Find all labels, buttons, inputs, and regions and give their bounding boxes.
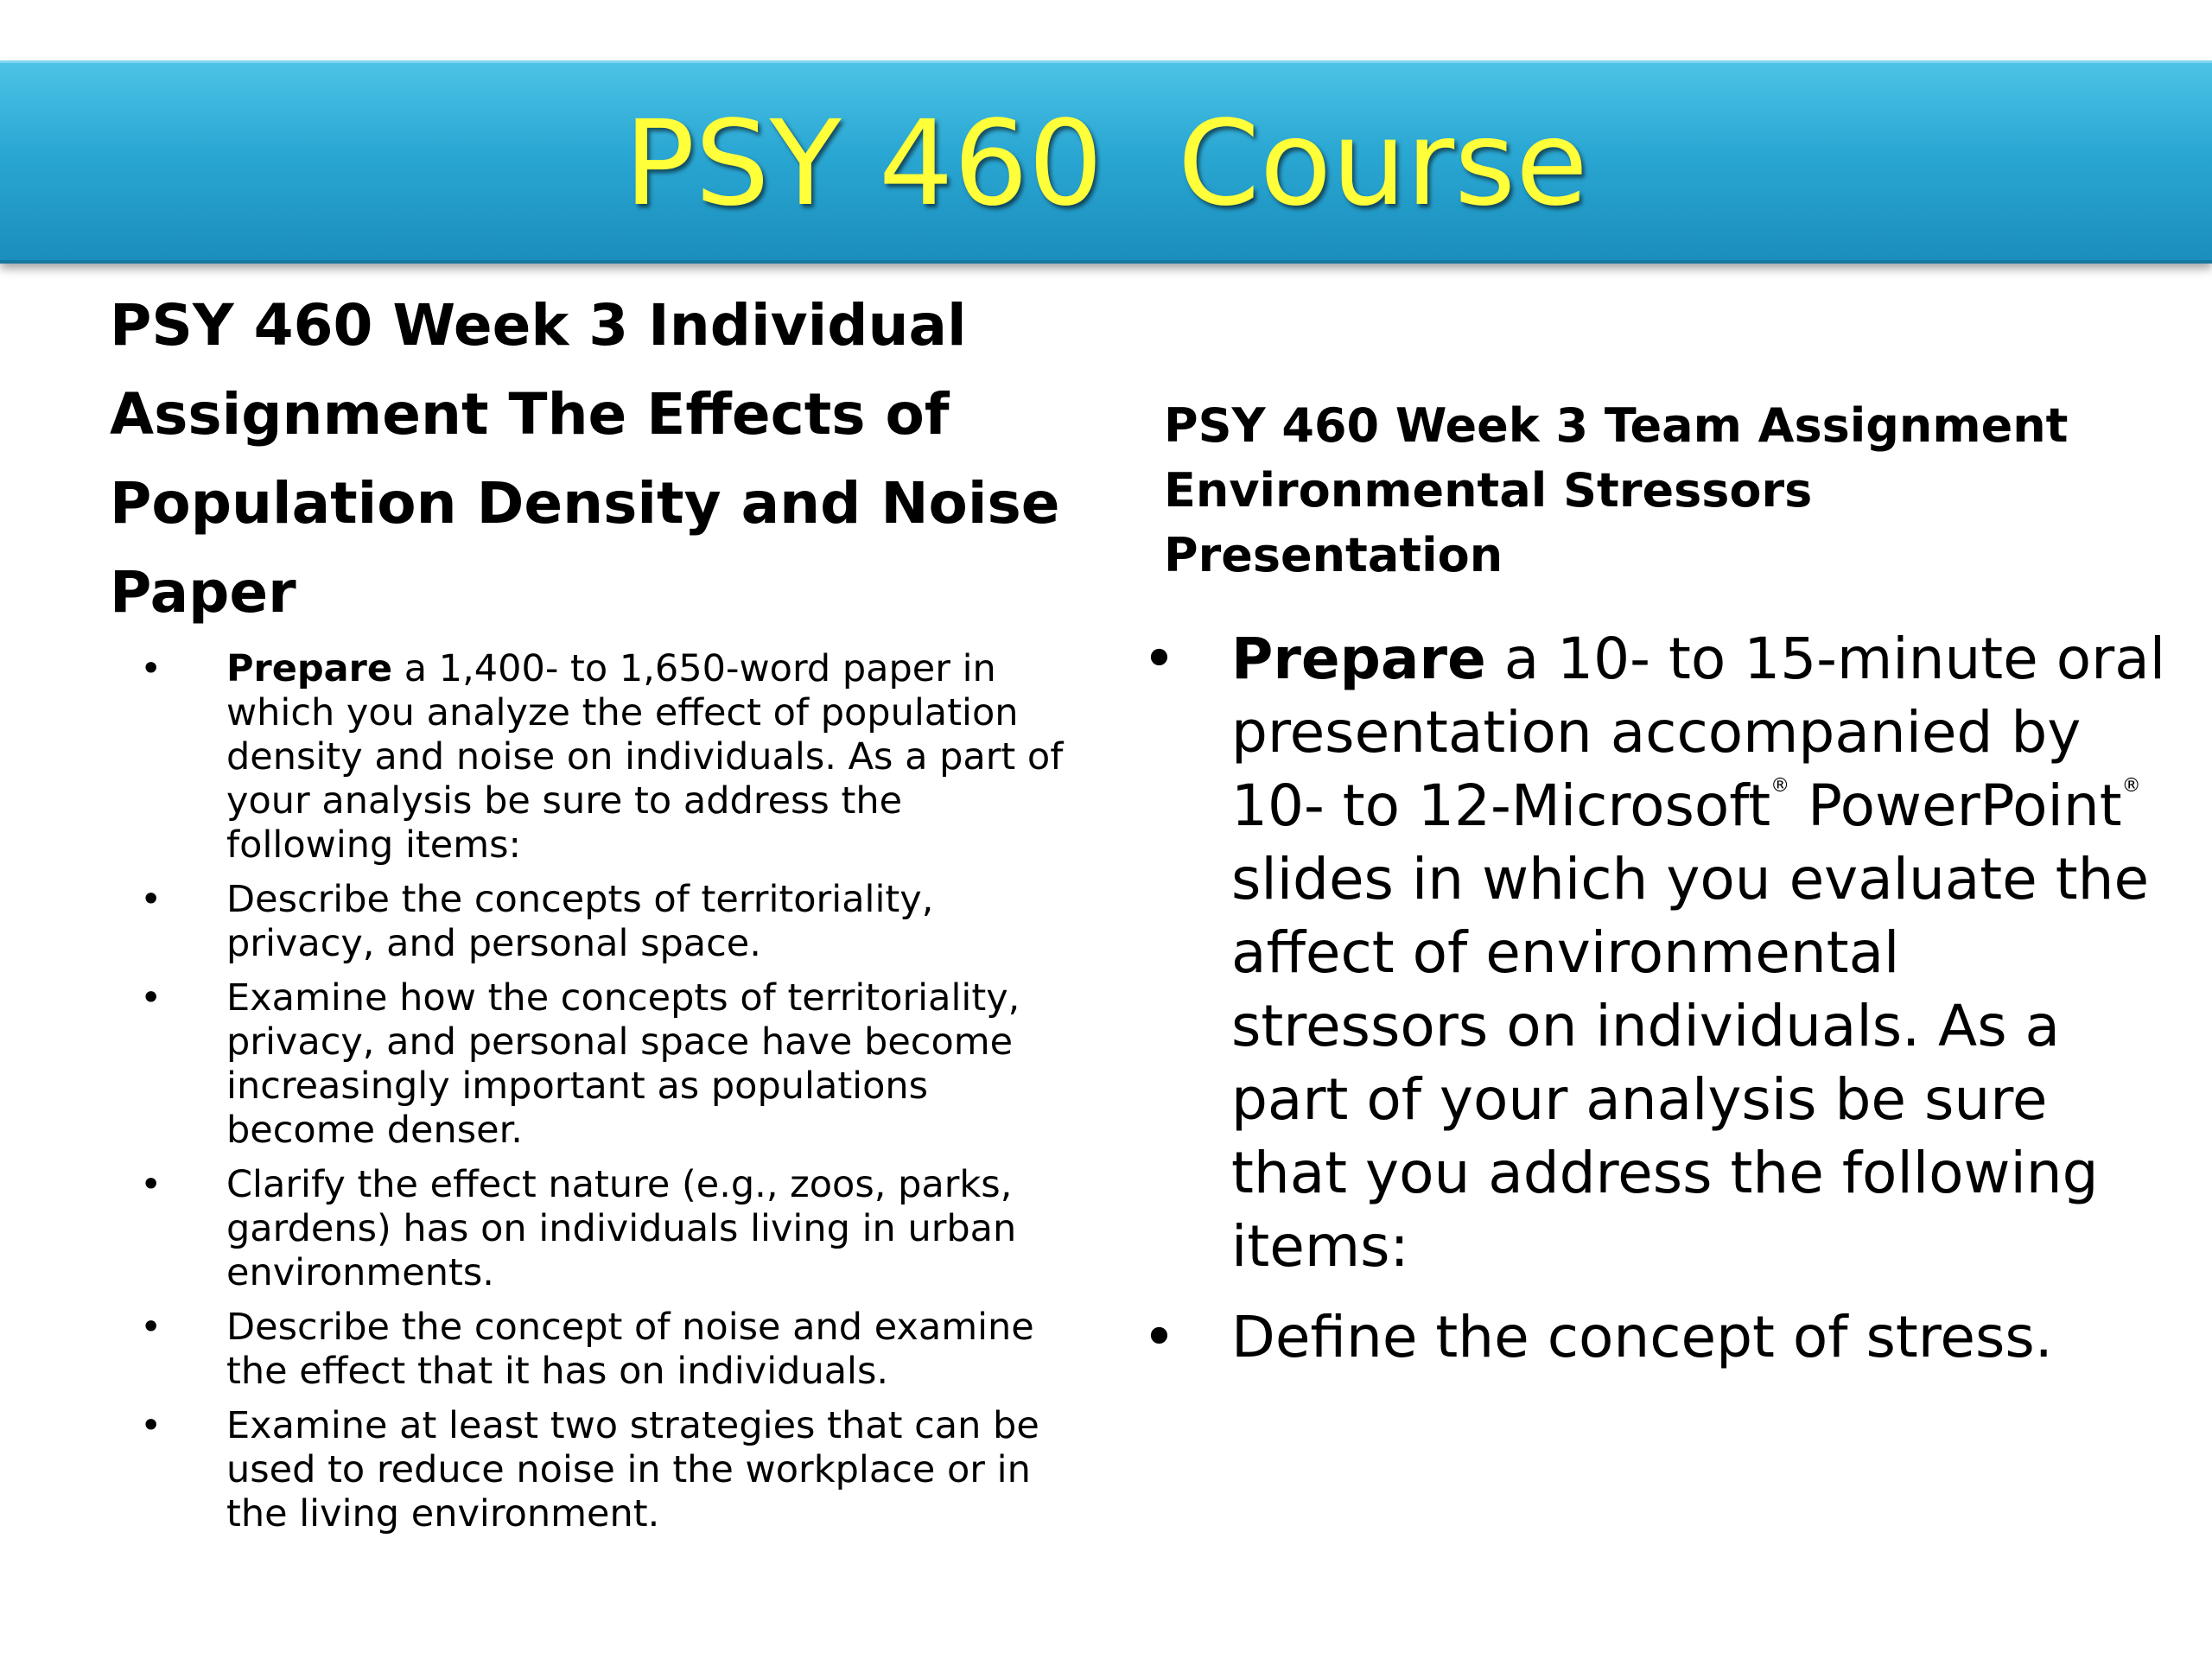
list-item-text: Describe the concept of noise and examine the effect that it has on individuals. <box>226 1306 1034 1393</box>
left-column <box>110 281 1077 1547</box>
list-item-text: Clarify the effect nature (e.g., zoos, parks, gardens) has on individuals living in urban environments. <box>226 1163 1017 1294</box>
bullet-icon: • <box>1142 1304 1176 1370</box>
right-heading-line-1: PSY 460 Week 3 Team Assignment <box>1164 398 2069 453</box>
slide-title: PSY 460 Course <box>624 96 1588 232</box>
bullet-icon: • <box>140 1163 162 1206</box>
list-item-text: slides in which you evaluate the affect of environmental stressors on individuals. As a part of your analysis be sure that you address the following items: <box>1231 846 2150 1280</box>
registered-mark: ® <box>1770 775 1790 797</box>
list-item-text: PowerPoint <box>1789 772 2122 839</box>
list-item-text: Define the concept of stress. <box>1231 1304 2053 1370</box>
list-item-text: a 10- to 15-minute oral presentation accompanied by 10- to 12-Microsoft <box>1231 626 2166 839</box>
bullet-icon: • <box>1142 626 1176 692</box>
right-heading-line-2: Environmental Stressors Presentation <box>1164 463 1813 582</box>
right-heading <box>1164 393 2166 588</box>
title-banner <box>0 60 2212 264</box>
list-item-text: Describe the concepts of territoriality, privacy, and personal space. <box>226 878 934 965</box>
list-item-text: Examine at least two strategies that can be used to reduce noise in the workplace or in the living environment. <box>226 1404 1039 1535</box>
left-heading: PSY 460 Week 3 Individual Assignment The Effects of Population Density and Noise Paper <box>110 292 1060 626</box>
bullet-icon: • <box>140 976 162 1020</box>
list-item <box>110 1404 1077 1536</box>
right-column <box>1142 393 2166 1391</box>
list-item <box>110 1163 1077 1295</box>
list-item <box>110 976 1077 1153</box>
right-bullet-list <box>1142 622 2166 1374</box>
bullet-icon: • <box>140 647 162 690</box>
list-item-text: a 1,400- to 1,650-word paper in which you analyze the effect of population density and noise on individuals. As a part of your analysis be sure to address the following items: <box>226 647 1064 867</box>
list-item-lead: Prepare <box>1231 626 1486 692</box>
list-item-lead: Prepare <box>226 647 393 690</box>
bullet-icon: • <box>140 1404 162 1447</box>
list-item <box>110 647 1077 868</box>
list-item-text: Examine how the concepts of territoriality, privacy, and personal space have become increasingly important as populations become denser. <box>226 976 1020 1152</box>
list-item <box>110 1306 1077 1394</box>
registered-mark: ® <box>2121 775 2141 797</box>
list-item <box>1142 1300 2166 1374</box>
left-bullet-list <box>110 647 1077 1536</box>
list-item <box>1142 622 2166 1283</box>
list-item <box>110 878 1077 966</box>
bullet-icon: • <box>140 1306 162 1349</box>
bullet-icon: • <box>140 878 162 921</box>
